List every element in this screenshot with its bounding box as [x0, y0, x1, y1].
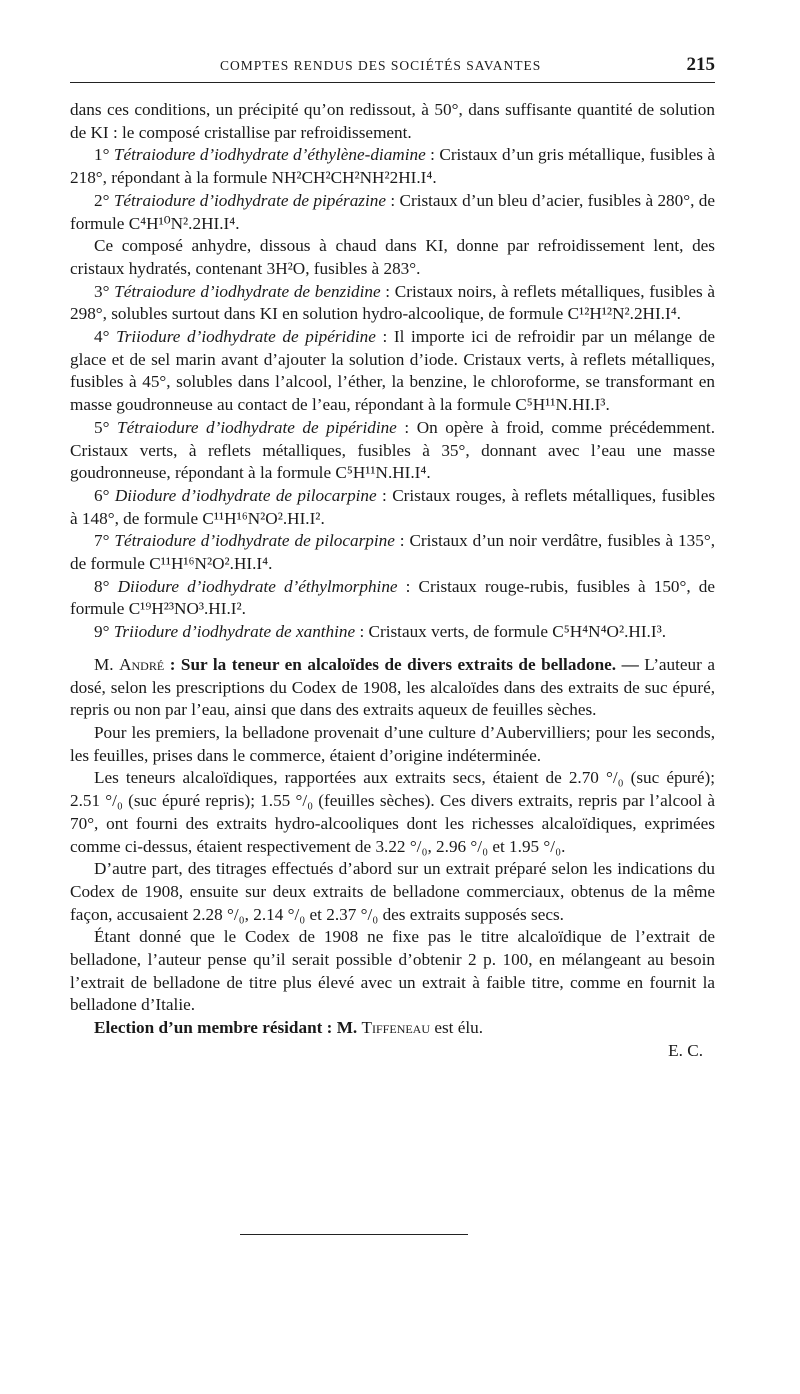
compound-name: Diiodure d’iodhydrate de pilocarpine: [114, 485, 377, 505]
intro-paragraph: dans ces conditions, un précipité qu’on redissout, à 50°, dans suffisante quantité de solution de KI : le composé cristallise par refroidissement.: [70, 100, 715, 142]
compound-item-5: 5° Tétraiodure d’iodhydrate de pipéridine : On opère à froid, comme précédemment. Cristaux verts, à reflets métalliques, fusibles à 35°, donnant avec l’eau une masse goudronneuse, répondant à la formule C⁵H¹¹N.HI.I⁴.: [70, 417, 716, 483]
page-number: 215: [686, 54, 715, 75]
compound-item-2: 2° Tétraiodure d’iodhydrate de pipérazine : Cristaux d’un bleu d’acier, fusibles à 280°, de formule C⁴H¹⁰N².2HI.I⁴.: [70, 190, 716, 233]
compound-item-6: 6° Diiodure d’iodhydrate de pilocarpine : Cristaux rouges, à reflets métalliques, fusibles à 148°, de formule C¹¹H¹⁶N²O².HI.I².: [70, 485, 716, 528]
paragraph: Étant donné que le Codex de 1908 ne fixe pas le titre alcaloïdique de l’extrait de belladone, l’auteur pense qu’il serait possible d’obtenir 2 p. 100, en mélangeant au besoin l’extrait de belladone de titre plus élevé avec un extrait à faible titre, comme en fournit la belladone d’Italie.: [70, 927, 715, 1015]
compound-item-1: 1° Tétraiodure d’iodhydrate d’éthylène-diamine : Cristaux d’un gris métallique, fusibles à 218°, répondant à la formule NH²CH²CH²NH²2HI.I⁴.: [70, 145, 715, 188]
signature: E. C.: [668, 1040, 703, 1060]
compound-name: Diiodure d’iodhydrate d’éthylmorphine: [117, 576, 398, 596]
compound-name: Tétraiodure d’iodhydrate de pilocarpine: [114, 531, 395, 551]
author-name: André: [119, 654, 165, 674]
paragraph: Pour les premiers, la belladone provenait d’une culture d’Aubervilliers; pour les seconds, les feuilles, prises dans le commerce, étaient d’origine indéterminée.: [70, 722, 715, 765]
election-line: Election d’un membre résidant : M. Tiffeneau est élu.: [94, 1018, 484, 1038]
paragraph: Les teneurs alcaloïdiques, rapportées aux extraits secs, étaient de 2.70 °/₀ (suc épuré); 2.51 °/₀ (suc épuré repris); 1.55 °/₀ (feuilles sèches). Ces divers extraits, repris par l’alcool à 70°, ont fourni des extraits hydro-alcooliques dont les richesses alcaloïdiques, exprimées comme ci-dessus, étaient respectivement de 3.22 °/₀, 2.96 °/₀ et 1.95 °/₀.: [70, 768, 715, 856]
compound-name: Tétraiodure d’iodhydrate de pipéridine: [117, 417, 397, 437]
compound-item-8: 8° Diiodure d’iodhydrate d’éthylmorphine : Cristaux rouge-rubis, fusibles à 150°, de formule C¹⁹H²³NO³.HI.I².: [70, 576, 715, 619]
compound-name: Tétraiodure d’iodhydrate d’éthylène-diamine: [113, 145, 426, 165]
compound-item-4: 4° Triiodure d’iodhydrate de pipéridine : Il importe ici de refroidir par un mélange de glace et de sel marin avant d’ajouter la solution d’iode. Cristaux verts, à reflets métalliques, fusibles à 45°, solubles dans l’alcool, l’éther, la benzine, le chloroforme, se transformant en masse goudronneuse au contact de l’eau, répondant à la formule C⁵H¹¹N.HI.I³.: [70, 327, 716, 415]
article-body: [70, 99, 715, 1063]
page: [70, 54, 715, 1063]
compound-name: Triiodure d’iodhydrate de pipéridine: [116, 327, 376, 347]
running-title: COMPTES RENDUS DES SOCIÉTÉS SAVANTES: [220, 58, 542, 73]
andre-paragraph: M. André : Sur la teneur en alcaloïdes de divers extraits de belladone. — L’auteur a dosé, selon les prescriptions du Codex de 1908, les alcaloïdes dans des extraits de suc épuré, repris ou non par l’eau, ainsi que dans des extraits aqueux de feuilles sèches.: [70, 654, 715, 720]
compound-name: Tétraiodure d’iodhydrate de benzidine: [114, 281, 381, 301]
section-gap: [70, 644, 715, 654]
compound-name: Triiodure d’iodhydrate de xanthine: [113, 622, 356, 642]
election-label: Election d’un membre résidant: [94, 1018, 323, 1038]
section-heading: : Sur la teneur en alcaloïdes de divers extraits de belladone. —: [164, 654, 639, 674]
paragraph: D’autre part, des titrages effectués d’abord sur un extrait préparé selon les indications du Codex de 1908, ensuite sur deux extraits de belladone commerciaux, obtenus de la même façon, accusaient 2.28 °/₀, 2.14 °/₀ et 2.37 °/₀ des extraits supposés secs.: [70, 859, 715, 924]
compound-item-3: 3° Tétraiodure d’iodhydrate de benzidine : Cristaux noirs, à reflets métalliques, fusibles à 298°, solubles surtout dans KI en solution hydro-alcoolique, de formule C¹²H¹²N².2HI.I⁴.: [70, 281, 716, 324]
end-rule: [240, 1234, 468, 1235]
compound-item-7: 7° Tétraiodure d’iodhydrate de pilocarpine : Cristaux d’un noir verdâtre, fusibles à 135°, de formule C¹¹H¹⁶N²O².HI.I⁴.: [70, 531, 716, 574]
elected-name: Tiffeneau: [361, 1018, 431, 1038]
compound-name: Tétraiodure d’iodhydrate de pipérazine: [113, 190, 386, 210]
compound-note: Ce composé anhydre, dissous à chaud dans KI, donne par refroidissement lent, des cristaux hydratés, contenant 3H²O, fusibles à 283°.: [70, 236, 715, 278]
page-header: [70, 54, 715, 83]
compound-item-9: 9° Triiodure d’iodhydrate de xanthine : Cristaux verts, de formule C⁵H⁴N⁴O².HI.I³.: [94, 622, 667, 642]
